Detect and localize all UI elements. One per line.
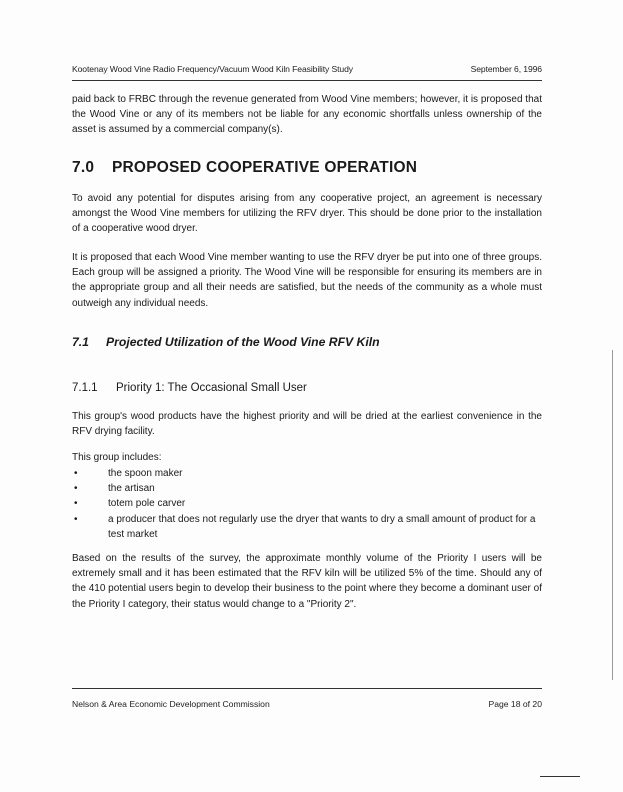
- list-item: • a producer that does not regularly use the dryer that wants to dry a small amount of product for a test market: [74, 513, 536, 540]
- footer-rule: [72, 688, 542, 689]
- section-heading: [72, 159, 542, 177]
- includes-label: This group includes:: [72, 452, 162, 463]
- subsubsection-title: Priority 1: The Occasional Small User: [116, 382, 307, 394]
- bullet-icon: •: [74, 513, 78, 525]
- intro-paragraph: paid back to FRBC through the revenue generated from Wood Vine members; however, it is proposed that the Wood Vine or any of its members not be liable for any economic shortfalls unless ownership of the asset is assumed by a commercial company(s).: [72, 94, 542, 136]
- running-footer: [72, 699, 542, 709]
- list-item: • the spoon maker: [72, 466, 542, 481]
- priority1-paragraph: This group's wood products have the highest priority and will be dried at the earliest convenience in the RFV drying facility.: [72, 411, 542, 438]
- subsection-title: Projected Utilization of the Wood Vine RFV Kiln: [106, 335, 380, 349]
- subsubsection-heading: [72, 382, 542, 394]
- running-header: [72, 64, 542, 74]
- header-date: September 6, 1996: [470, 64, 542, 74]
- scan-edge-line: [612, 350, 613, 680]
- subsection-heading: [72, 335, 542, 349]
- footer-organization: Nelson & Area Economic Development Commission: [72, 699, 270, 709]
- bullet-icon: •: [74, 483, 78, 495]
- scan-stray-mark: [540, 776, 580, 777]
- page-number: Page 18 of 20: [488, 699, 542, 709]
- header-title: Kootenay Wood Vine Radio Frequency/Vacuum Wood Kiln Feasibility Study: [72, 64, 353, 74]
- bullet-icon: •: [74, 498, 78, 510]
- bullet-icon: •: [74, 468, 78, 479]
- priority1-paragraph-2: Based on the results of the survey, the approximate monthly volume of the Priority I users will be extremely small and it has been estimated that the RFV kiln will be utilized 5% of the time. Should any of the 410 potential users begin to develop their business to the point where they become a dominant user of the Priority I category, their status would change to a "Priority 2".: [72, 553, 542, 610]
- subsubsection-number: 7.1.1: [72, 382, 98, 394]
- bullet-list: [72, 466, 542, 542]
- section-title: PROPOSED COOPERATIVE OPERATION: [112, 159, 418, 176]
- subsection-number: 7.1: [72, 335, 89, 349]
- list-item: • the artisan: [72, 481, 542, 496]
- section-number: 7.0: [72, 159, 95, 176]
- section-paragraph-1: To avoid any potential for disputes arising from any cooperative project, an agreement is necessary amongst the Wood Vine members for utilizing the RFV dryer. This should be done prior to the installation of a cooperative wood dryer.: [72, 193, 542, 235]
- intro-block: [72, 92, 542, 138]
- list-item: • totem pole carver: [72, 496, 542, 511]
- header-rule: [72, 80, 542, 81]
- section-paragraph-2: It is proposed that each Wood Vine member wanting to use the RFV dryer be put into one of three groups. Each group will be assigned a priority. The Wood Vine will be responsible for ensuring its members are in the appropriate group and all their needs are satisfied, but the needs of the community as a whole must outweigh any individual needs.: [72, 252, 542, 309]
